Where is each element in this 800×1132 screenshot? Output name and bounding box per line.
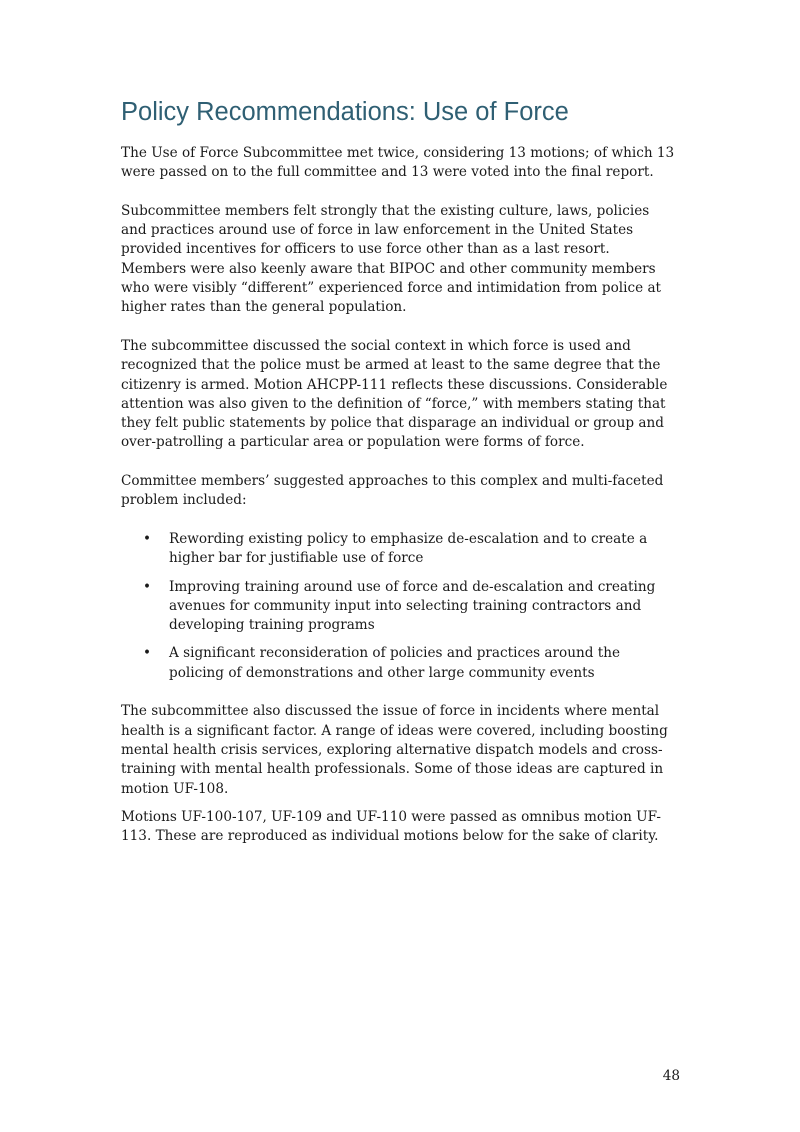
- page-title: Policy Recommendations: Use of Force: [121, 98, 569, 126]
- paragraph-social-context: The subcommittee discussed the social context in which force is used and recognized that the police must be armed at least to the same degree that the citizenry is armed. Motion AHCPP-111 reflects these discussions. Considerable attention was also given to the definition of “force,” with members stating that they felt public statements by police that disparage an individual or group and over-patrolling a particular area or population were forms of force.: [121, 337, 668, 451]
- body-text: [121, 144, 679, 866]
- paragraph-intro: The Use of Force Subcommittee met twice, considering 13 motions; of which 13 were passed on to the full committee and 13 were voted into the final report.: [121, 145, 675, 181]
- bullet-icon: •: [143, 578, 152, 595]
- list-item: [121, 578, 679, 636]
- page-number: 48: [662, 1068, 680, 1084]
- approaches-list: [121, 530, 679, 683]
- paragraph-omnibus: Motions UF-100-107, UF-109 and UF-110 were passed as omnibus motion UF-113. These are reproduced as individual motions below for the sake of clarity.: [121, 808, 662, 845]
- paragraph-approaches-intro: Committee members’ suggested approaches to this complex and multi-faceted problem included:: [121, 473, 664, 509]
- list-item-text: Rewording existing policy to emphasize de-escalation and to create a higher bar for justifiable use of force: [169, 530, 648, 567]
- list-item-text: Improving training around use of force and de-escalation and creating avenues for community input into selecting training contractors and developing training programs: [169, 578, 656, 634]
- list-item-text: A significant reconsideration of policies and practices around the policing of demonstrations and other large community events: [169, 645, 620, 681]
- list-item: [121, 644, 679, 683]
- bullet-icon: •: [143, 530, 152, 547]
- paragraph-culture: Subcommittee members felt strongly that the existing culture, laws, policies and practices around use of force in law enforcement in the United States provided incentives for officers to use force other than as a last resort. Members were also keenly aware that BIPOC and other community members who were visibly “different” experienced force and intimidation from police at higher rates than the general population.: [121, 202, 662, 316]
- paragraph-mental-health: The subcommittee also discussed the issue of force in incidents where mental health is a significant factor. A range of ideas were covered, including boosting mental health crisis services, exploring alternative dispatch models and cross-training with mental health professionals. Some of those ideas are captured in motion UF-108.: [121, 703, 668, 797]
- list-item: [121, 530, 679, 569]
- bullet-icon: •: [143, 645, 152, 662]
